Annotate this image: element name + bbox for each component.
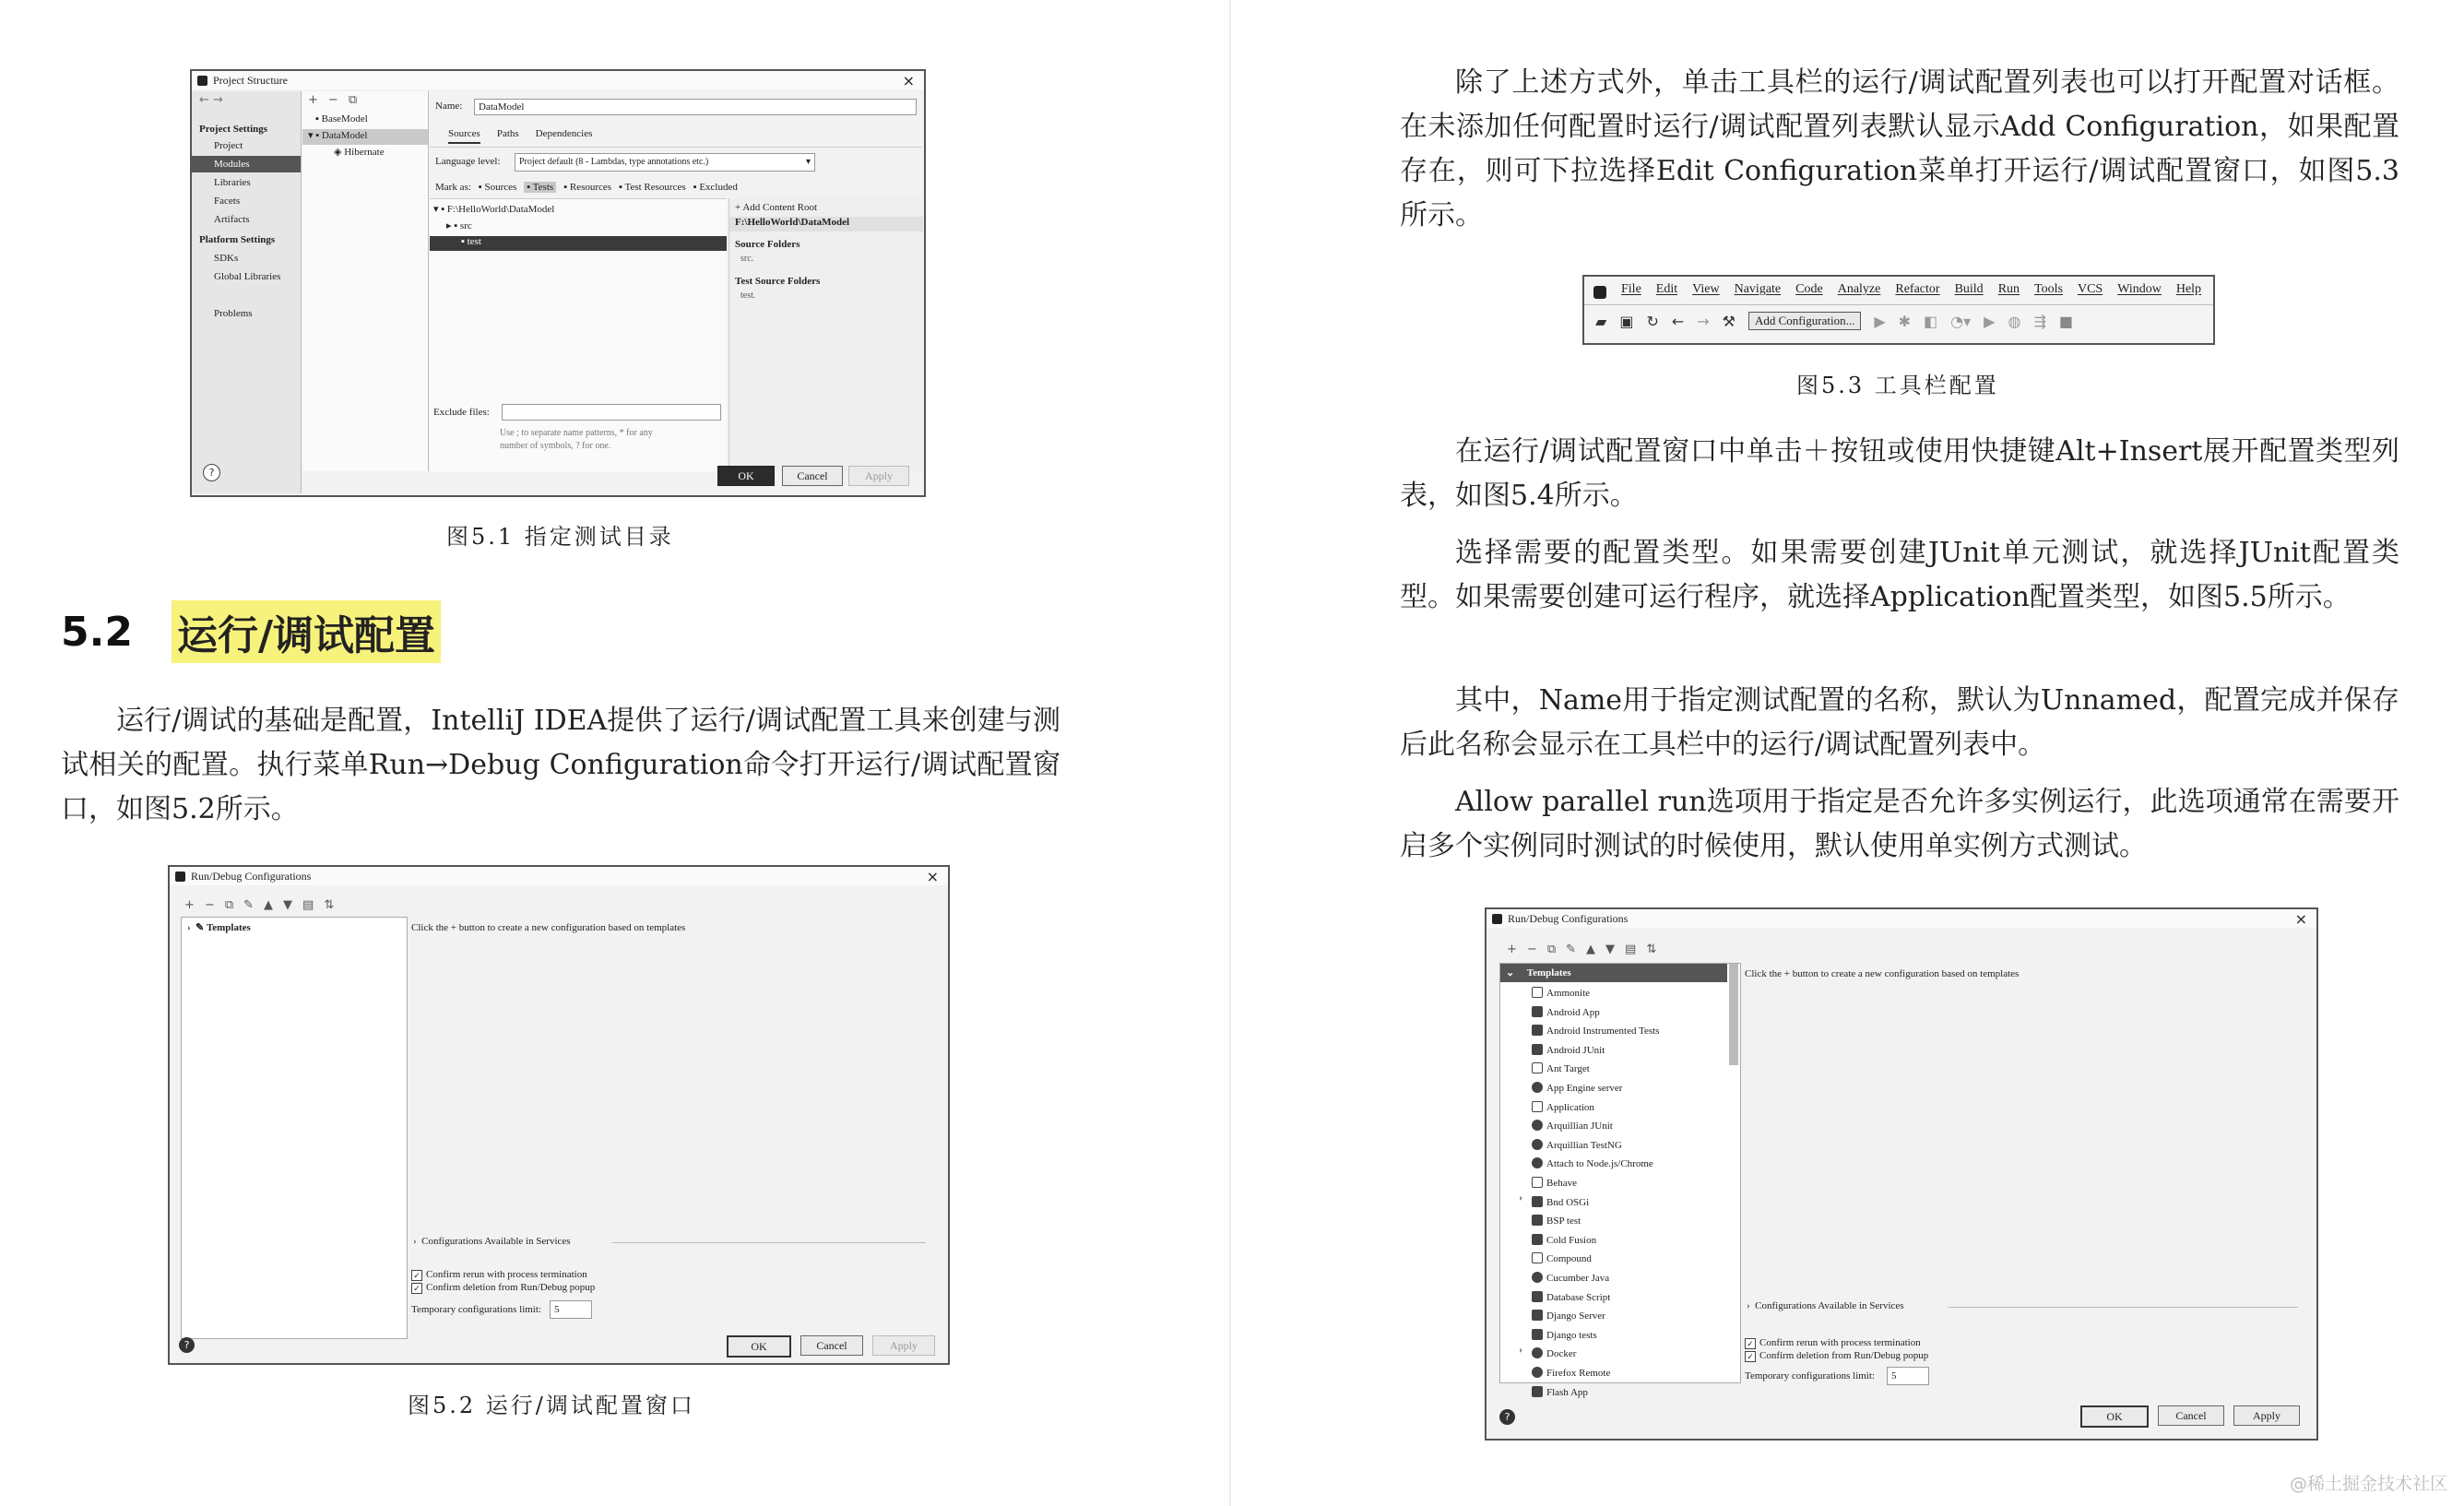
- menu-tools[interactable]: Tools: [2034, 282, 2063, 296]
- module-hibernate[interactable]: ◈ Hibernate: [334, 147, 385, 158]
- config-toolbar: [1507, 943, 1656, 956]
- run-remote-icon[interactable]: ▶: [1984, 312, 1996, 330]
- template-item-ammonite[interactable]: Ammonite: [1532, 984, 1590, 1002]
- run-debug-window-templates: [1485, 907, 2318, 1441]
- sort-icon[interactable]: ⇅: [324, 898, 335, 912]
- mark-excluded-button[interactable]: ▪ Excluded: [693, 182, 738, 193]
- idea-logo-icon: [1593, 286, 1606, 299]
- project-structure-window: [190, 69, 926, 497]
- window-title: Run/Debug Configurations: [1508, 911, 1629, 925]
- figure-5-2-caption: 图5.2 运行/调试配置窗口: [408, 1393, 695, 1418]
- apply-button[interactable]: Apply: [2233, 1405, 2300, 1426]
- idea-logo-icon: [1492, 914, 1502, 924]
- config-hint: Click the + button to create a new configuration based on templates: [411, 922, 686, 933]
- name-label: Name:: [435, 101, 463, 112]
- menu-bar: [1621, 282, 2201, 297]
- template-item-docker[interactable]: Docker: [1532, 1345, 1576, 1363]
- exclude-files-label-visible: Exclude files:: [433, 407, 490, 418]
- remove-icon[interactable]: −: [1526, 943, 1537, 956]
- figure-5-3-caption: 图5.3 工具栏配置: [1796, 373, 1999, 398]
- coverage-icon[interactable]: ◧: [1924, 312, 1938, 330]
- temp-limit-input[interactable]: 5: [550, 1300, 592, 1319]
- idea-logo-icon: [175, 872, 185, 882]
- nav-item-modules[interactable]: Modules: [192, 156, 301, 172]
- menu-refactor[interactable]: Refactor: [1895, 282, 1940, 296]
- move-up-icon[interactable]: ▲: [1586, 943, 1596, 956]
- move-up-icon[interactable]: ▲: [264, 898, 274, 912]
- templates-node[interactable]: › ✎ Templates: [187, 922, 251, 933]
- ok-button[interactable]: OK: [717, 466, 775, 486]
- right-paragraph-2: 在运行/调试配置窗口中单击＋按钮或使用快捷键Alt+Insert展开配置类型列表，如图5.4所示。: [1400, 435, 2399, 512]
- mark-as-row: [435, 182, 738, 193]
- template-item-ant-target[interactable]: Ant Target: [1532, 1060, 1590, 1078]
- help-icon[interactable]: ?: [179, 1337, 195, 1353]
- test-source-folders-label: Test Source Folders: [735, 276, 821, 287]
- help-icon[interactable]: ?: [203, 464, 220, 481]
- sync-icon[interactable]: ↻: [1646, 312, 1659, 330]
- module-tabs: [448, 128, 592, 144]
- services-divider: [612, 1242, 926, 1243]
- nav-item-libraries[interactable]: Libraries: [214, 177, 251, 188]
- nav-item-sdks[interactable]: SDKs: [214, 253, 239, 264]
- module-data-model[interactable]: ▾ ▪ DataModel: [302, 129, 428, 145]
- move-down-icon[interactable]: ▼: [1605, 943, 1616, 956]
- close-icon[interactable]: ×: [902, 72, 915, 89]
- source-folders-label: Source Folders: [735, 239, 800, 250]
- copy-icon[interactable]: ⧉: [1546, 943, 1557, 956]
- ok-button[interactable]: OK: [727, 1335, 791, 1358]
- ide-toolbar-figure: [1582, 275, 2215, 345]
- menu-run[interactable]: Run: [1997, 282, 2020, 296]
- template-item-android-junit[interactable]: Android JUnit: [1532, 1041, 1605, 1060]
- menu-navigate[interactable]: Navigate: [1734, 282, 1782, 296]
- section-heading: [61, 599, 441, 664]
- ok-button[interactable]: OK: [2080, 1405, 2149, 1428]
- window-titlebar: [192, 71, 924, 89]
- tab-sources[interactable]: Sources: [448, 128, 480, 144]
- section-number: 5.2: [61, 608, 133, 656]
- template-item-bnd-osgi[interactable]: Bnd OSGi: [1532, 1193, 1589, 1212]
- template-item-arquillian-testng[interactable]: Arquillian TestNG: [1532, 1136, 1622, 1155]
- exclude-files-input[interactable]: [502, 404, 721, 421]
- right-paragraph-3: 选择需要的配置类型。如果需要创建JUnit单元测试，就选择JUnit配置类型。如果需要创建可运行程序，就选择Application配置类型，如图5.5所示。: [1400, 537, 2399, 613]
- template-item-firefox-remote[interactable]: Firefox Remote: [1532, 1364, 1610, 1382]
- back-icon[interactable]: ←: [1671, 312, 1685, 330]
- run-debug-window-empty: [168, 865, 950, 1365]
- apply-button[interactable]: Apply: [872, 1335, 935, 1356]
- template-item-bsp-test[interactable]: BSP test: [1532, 1212, 1581, 1230]
- stop-icon[interactable]: ■: [2058, 312, 2073, 330]
- forward-icon[interactable]: →: [1697, 312, 1710, 330]
- services-section[interactable]: › Configurations Available in Services: [413, 1236, 571, 1247]
- move-down-icon[interactable]: ▼: [283, 898, 293, 912]
- chevron-down-icon: ▾: [805, 157, 811, 167]
- scrollbar[interactable]: [1729, 964, 1738, 1065]
- temp-limit-label: Temporary configurations limit:: [411, 1304, 541, 1315]
- open-folder-icon[interactable]: ▰: [1595, 312, 1607, 330]
- template-item-flash-app[interactable]: Flash App: [1532, 1383, 1588, 1402]
- menu-help[interactable]: Help: [2175, 282, 2202, 296]
- close-icon[interactable]: ×: [926, 868, 939, 885]
- copy-icon[interactable]: ⧉: [224, 898, 234, 912]
- template-item-arquillian-junit[interactable]: Arquillian JUnit: [1532, 1117, 1613, 1135]
- profile-icon[interactable]: ◔▾: [1950, 312, 1972, 330]
- remove-icon[interactable]: −: [204, 898, 215, 912]
- confirm-delete-checkbox[interactable]: ✓ Confirm deletion from Run/Debug popup: [411, 1282, 595, 1294]
- wrench-icon[interactable]: ✎: [1566, 943, 1577, 956]
- template-item-attach-node-chrome[interactable]: Attach to Node.js/Chrome: [1532, 1155, 1653, 1173]
- tabs-divider: [430, 147, 922, 148]
- temp-limit-input[interactable]: 5: [1887, 1367, 1929, 1385]
- window-titlebar: [170, 867, 948, 885]
- template-item-cold-fusion[interactable]: Cold Fusion: [1532, 1231, 1596, 1250]
- toolbar-divider: [1584, 304, 2213, 305]
- sort-icon[interactable]: ⇅: [1646, 943, 1657, 956]
- source-folder-item[interactable]: src.: [740, 254, 754, 264]
- nav-arrows-icon[interactable]: ← →: [199, 93, 223, 107]
- menu-analyze[interactable]: Analyze: [1837, 282, 1881, 296]
- help-icon[interactable]: ?: [1499, 1409, 1515, 1425]
- mark-test-resources-button[interactable]: ▪ Test Resources: [619, 182, 686, 193]
- config-tree: [181, 917, 408, 1339]
- nav-item-artifacts[interactable]: Artifacts: [214, 214, 250, 225]
- remove-icon[interactable]: −: [327, 93, 338, 107]
- add-configuration-button[interactable]: Add Configuration...: [1748, 312, 1861, 330]
- window-title: Run/Debug Configurations: [191, 869, 312, 883]
- wrench-icon[interactable]: ✎: [243, 898, 255, 912]
- add-icon[interactable]: +: [308, 93, 318, 107]
- cancel-button[interactable]: Cancel: [2158, 1405, 2224, 1426]
- tree-test[interactable]: ▪ test: [430, 236, 727, 251]
- right-paragraph-5: Allow parallel run选项用于指定是否允许多实例运行，此选项通常在需要开启多个实例同时测试的时候使用，默认使用单实例方式测试。: [1400, 786, 2399, 862]
- template-item-cucumber-java[interactable]: Cucumber Java: [1532, 1269, 1609, 1287]
- expand-bnd-osgi-icon[interactable]: ›: [1519, 1191, 1522, 1204]
- modules-column: [302, 91, 429, 471]
- tab-paths[interactable]: Paths: [496, 128, 519, 139]
- nav-item-facets[interactable]: Facets: [214, 196, 241, 207]
- language-level-label: Language level:: [435, 156, 501, 167]
- content-root-path: F:\HelloWorld\DataModel: [729, 217, 923, 231]
- folder-icon[interactable]: ▤: [302, 898, 314, 912]
- apply-button[interactable]: Apply: [848, 466, 909, 486]
- temp-limit-label: Temporary configurations limit:: [1745, 1370, 1875, 1381]
- run-icon[interactable]: ▶: [1874, 312, 1886, 330]
- folder-icon[interactable]: ▤: [1625, 943, 1637, 956]
- config-toolbar: [184, 898, 334, 912]
- cancel-button[interactable]: Cancel: [800, 1335, 863, 1356]
- add-icon[interactable]: +: [1507, 943, 1517, 956]
- exclude-hint: Use ; to separate name patterns, * for any number of symbols, ? for one.: [500, 428, 653, 451]
- config-hint: Click the + button to create a new configuration based on templates: [1745, 968, 2020, 979]
- templates-node[interactable]: ⌄ Templates: [1500, 964, 1727, 982]
- attach-icon[interactable]: ◍: [2008, 312, 2021, 330]
- content-root-panel: [729, 198, 923, 471]
- template-item-android-instrumented-tests[interactable]: Android Instrumented Tests: [1532, 1022, 1659, 1040]
- nav-item-global-libraries[interactable]: Global Libraries: [214, 271, 281, 282]
- nav-item-project[interactable]: Project: [214, 140, 243, 151]
- left-paragraph-1: 运行/调试的基础是配置，IntelliJ IDEA提供了运行/调试配置工具来创建与测试相关的配置。执行菜单Run→Debug Configuration命令打开运行/调试配置窗口，如图5.2所示。: [61, 705, 1060, 825]
- template-item-behave[interactable]: Behave: [1532, 1174, 1577, 1192]
- watermark: @稀土掘金技术社区: [2289, 1474, 2447, 1494]
- right-paragraph-1: 除了上述方式外，单击工具栏的运行/调试配置列表也可以打开配置对话框。在未添加任何配置时运行/调试配置列表默认显示Add Configuration，如果配置存在，则可下拉选择Edit Configuration菜单打开运行/调试配置窗口，如图5.3所示。: [1400, 66, 2399, 231]
- cancel-button[interactable]: Cancel: [782, 466, 843, 486]
- tree-root[interactable]: ▾ ▪ F:\HelloWorld\DataModel: [433, 204, 555, 215]
- window-titlebar: [1487, 909, 2316, 928]
- template-list: [1499, 963, 1741, 1398]
- menu-vcs[interactable]: VCS: [2077, 282, 2103, 296]
- menu-view[interactable]: View: [1692, 282, 1720, 296]
- mark-resources-button[interactable]: ▪ Resources: [563, 182, 612, 193]
- add-icon[interactable]: +: [184, 898, 195, 912]
- template-items: [1532, 982, 1725, 1398]
- save-icon[interactable]: ▣: [1619, 312, 1634, 330]
- mark-sources-button[interactable]: ▪ Sources: [478, 182, 517, 193]
- template-item-django-tests[interactable]: Django tests: [1532, 1326, 1597, 1345]
- module-base-model[interactable]: ▪ BaseModel: [315, 113, 368, 125]
- settings-nav: [192, 91, 302, 493]
- restart-icon[interactable]: ⇶: [2033, 312, 2046, 330]
- idea-logo-icon: [197, 76, 207, 86]
- template-item-app-engine-server[interactable]: App Engine server: [1532, 1079, 1622, 1097]
- template-item-application[interactable]: Application: [1532, 1098, 1594, 1117]
- confirm-delete-checkbox[interactable]: ✓ Confirm deletion from Run/Debug popup: [1745, 1350, 1928, 1362]
- nav-item-problems[interactable]: Problems: [214, 308, 253, 319]
- build-hammer-icon[interactable]: ⚒: [1722, 312, 1735, 330]
- main-toolbar: [1595, 312, 2073, 330]
- menu-code[interactable]: Code: [1795, 282, 1823, 296]
- template-item-database-script[interactable]: Database Script: [1532, 1288, 1610, 1307]
- window-title: Project Structure: [213, 73, 288, 87]
- menu-edit[interactable]: Edit: [1655, 282, 1678, 296]
- test-source-folder-item[interactable]: test.: [740, 291, 756, 301]
- confirm-rerun-checkbox[interactable]: ✓ Confirm rerun with process termination: [411, 1269, 587, 1281]
- expand-docker-icon[interactable]: ›: [1519, 1343, 1522, 1356]
- nav-header-platform-settings: Platform Settings: [199, 234, 276, 245]
- mark-as-label: Mark as:: [435, 182, 471, 193]
- mark-tests-button[interactable]: ▪ Tests: [524, 182, 556, 193]
- name-field[interactable]: DataModel: [474, 99, 917, 115]
- close-icon[interactable]: ×: [2294, 910, 2307, 928]
- nav-header-project-settings: Project Settings: [199, 124, 268, 135]
- language-level-select[interactable]: Project default (8 - Lambdas, type annotations etc.) ▾: [515, 153, 815, 172]
- menu-build[interactable]: Build: [1954, 282, 1984, 296]
- template-item-compound[interactable]: Compound: [1532, 1250, 1592, 1268]
- modules-toolbar: [308, 93, 357, 107]
- right-paragraph-4: 其中，Name用于指定测试配置的名称，默认为Unnamed，配置完成并保存后此名称会显示在工具栏中的运行/调试配置列表中。: [1400, 684, 2399, 761]
- confirm-rerun-checkbox[interactable]: ✓ Confirm rerun with process termination: [1745, 1337, 1921, 1349]
- template-item-django-server[interactable]: Django Server: [1532, 1307, 1605, 1325]
- template-item-android-app[interactable]: Android App: [1532, 1003, 1600, 1022]
- menu-file[interactable]: File: [1621, 282, 1641, 296]
- section-title: 运行/调试配置: [172, 600, 441, 663]
- copy-icon[interactable]: ⧉: [348, 93, 358, 107]
- debug-icon[interactable]: ✱: [1898, 312, 1912, 330]
- tab-dependencies[interactable]: Dependencies: [535, 128, 593, 139]
- services-section[interactable]: › Configurations Available in Services: [1747, 1300, 1904, 1311]
- page-divider: [1229, 0, 1231, 1506]
- services-divider: [1948, 1307, 2298, 1308]
- menu-window[interactable]: Window: [2117, 282, 2162, 296]
- add-content-root-link[interactable]: + Add Content Root: [735, 202, 818, 213]
- figure-5-1-caption: 图5.1 指定测试目录: [446, 524, 674, 550]
- tree-src[interactable]: ▸ ▪ src: [446, 220, 472, 231]
